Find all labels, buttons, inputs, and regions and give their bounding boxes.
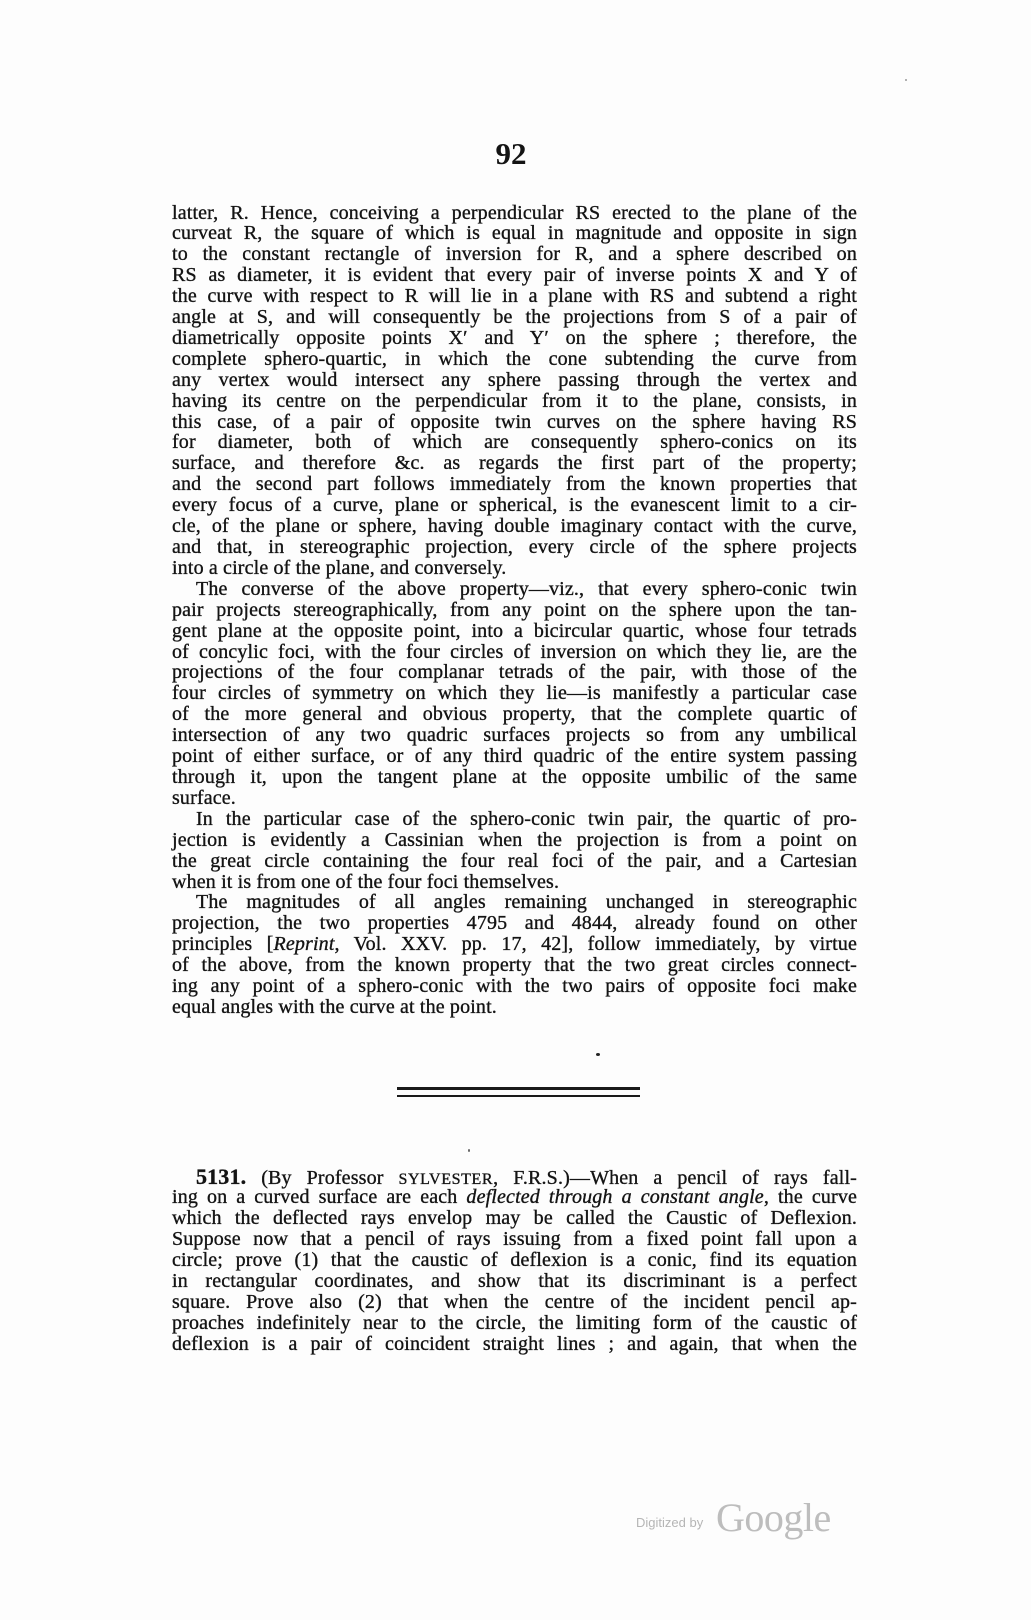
page-number: 92: [495, 136, 527, 171]
text-line: [172, 1187, 857, 1208]
text-line: which the deflected rays envelop may be called the Caustic of Deflexion.: [172, 1207, 857, 1230]
text-line: deflexion is a pair of coincident straight lines ; and again, that when the: [172, 1332, 857, 1355]
text-line: diametrically opposite points X′ and Y′ on the sphere ; therefore, the: [172, 326, 857, 349]
ink-speck: [468, 1149, 470, 1152]
body-text: [172, 203, 857, 1018]
paragraph: [172, 809, 857, 893]
text-line: any vertex would intersect any sphere passing through the vertex and: [172, 368, 857, 391]
text-line: having its centre on the perpendicular from it to the plane, consists, in: [172, 389, 857, 412]
text-line: latter, R. Hence, conceiving a perpendicular RS erected to the plane of the: [172, 201, 857, 224]
text-segment: (By Professor: [261, 1166, 399, 1189]
text-line: equal angles with the curve at the point.: [172, 995, 497, 1018]
paragraph: [172, 579, 857, 809]
text-line: [172, 1163, 857, 1189]
reference-title: Reprint: [273, 933, 335, 956]
text-line: of the above, from the known property that the two great circles connect-: [172, 954, 857, 977]
text-line: when it is from one of the four foci themselves.: [172, 870, 560, 893]
text-line: through it, upon the tangent plane at the opposite umbilic of the same: [172, 765, 857, 788]
text-segment: , Vol. XXV. pp. 17, 42], follow immediately, by virtue: [334, 933, 857, 956]
text-line: angle at S, and will consequently be the projections from S of a pair of: [172, 306, 857, 329]
google-logo: Google: [716, 1495, 831, 1540]
text-line: surface.: [172, 786, 236, 809]
text-line: gent plane at the opposite point, into a bicircular quartic, whose four tetrads: [172, 619, 857, 642]
text-line: The converse of the above property—viz., that every sphero-conic twin: [196, 577, 857, 600]
text-line: The magnitudes of all angles remaining unchanged in stereographic: [196, 891, 857, 914]
text-segment: principles [: [172, 933, 274, 956]
text-line: complete sphero-quartic, in which the cone subtending the curve from: [172, 347, 857, 370]
text-line: to the constant rectangle of inversion for R, and a sphere described on: [172, 243, 857, 266]
ink-speck: [596, 1053, 600, 1056]
text-line: and the second part follows immediately from the known properties that: [172, 473, 857, 496]
text-line: curveat R, the square of which is equal in magnitude and opposite in sign: [172, 222, 857, 245]
text-line: jection is evidently a Cassinian when the projection is from a point on: [172, 828, 857, 851]
text-line: point of either surface, or of any third quadric of the entire system passing: [172, 745, 857, 768]
text-line: cle, of the plane or sphere, having double imaginary contact with the curve,: [172, 515, 857, 538]
text-line: proaches indefinitely near to the circle, the limiting form of the caustic of: [172, 1311, 857, 1334]
text-line: intersection of any two quadric surfaces projects so from any umbilical: [172, 724, 857, 747]
text-line: and that, in stereographic projection, every circle of the sphere projects: [172, 536, 857, 558]
emphasis-text: deflected through a constant angle: [466, 1186, 764, 1209]
text-line: circle; prove (1) that the caustic of deflexion is a conic, find its equation: [172, 1249, 857, 1272]
text-line: In the particular case of the sphero-conic twin pair, the quartic of pro-: [196, 807, 857, 830]
paragraph: [172, 892, 857, 1017]
text-line: ing any point of a sphero-conic with the two pairs of opposite foci make: [172, 975, 857, 998]
text-line: square. Prove also (2) that when the centre of the incident pencil ap-: [172, 1290, 857, 1313]
text-line: surface, and therefore &c. as regards the first part of the property;: [172, 452, 857, 475]
text-line: of concylic foci, with the four circles of inversion on which they lie, are the: [172, 640, 857, 663]
text-line: into a circle of the plane, and conversely.: [172, 556, 507, 579]
text-line: [172, 934, 857, 955]
text-line: every focus of a curve, plane or spherical, is the evanescent limit to a cir-: [172, 494, 857, 517]
author-name: SYLVESTER: [398, 1170, 494, 1188]
text-line: projections of the four complanar tetrads of the pair, with those of the: [172, 661, 857, 684]
text-line: the curve with respect to R will lie in a plane with RS and subtend a right: [172, 285, 857, 308]
paragraph: [172, 203, 857, 579]
text-line: for diameter, both of which are consequently sphero-conics on its: [172, 431, 857, 454]
section-divider-top: [397, 1087, 640, 1090]
text-segment: , F.R.S.)—When a pencil of rays fall-: [493, 1166, 857, 1189]
text-segment: , the curve: [763, 1186, 858, 1209]
text-line: RS as diameter, it is evident that every pair of inverse points X and Y of: [172, 264, 857, 287]
text-line: four circles of symmetry on which they lie—is manifestly a particular case: [172, 682, 857, 705]
text-line: in rectangular coordinates, and show that its discriminant is a perfect: [172, 1270, 857, 1293]
question-number: 5131.: [196, 1163, 247, 1189]
text-line: Suppose now that a pencil of rays issuing from a fixed point fall upon a: [172, 1228, 857, 1251]
text-line: projection, the two properties 4795 and 4844, already found on other: [172, 912, 857, 935]
digitized-by-label: Digitized by: [636, 1515, 704, 1530]
section-divider-bottom: [397, 1095, 640, 1097]
text-line: pair projects stereographically, from any point on the sphere upon the tan-: [172, 598, 857, 621]
text-line: of the more general and obvious property, that the complete quartic of: [172, 703, 857, 726]
question-5131: [172, 1163, 858, 1355]
ink-speck: [905, 79, 907, 81]
text-line: the great circle containing the four real foci of the pair, and a Cartesian: [172, 849, 857, 872]
text-segment: ing on a curved surface are each: [172, 1186, 467, 1209]
text-line: this case, of a pair of opposite twin curves on the sphere having RS: [172, 410, 857, 433]
